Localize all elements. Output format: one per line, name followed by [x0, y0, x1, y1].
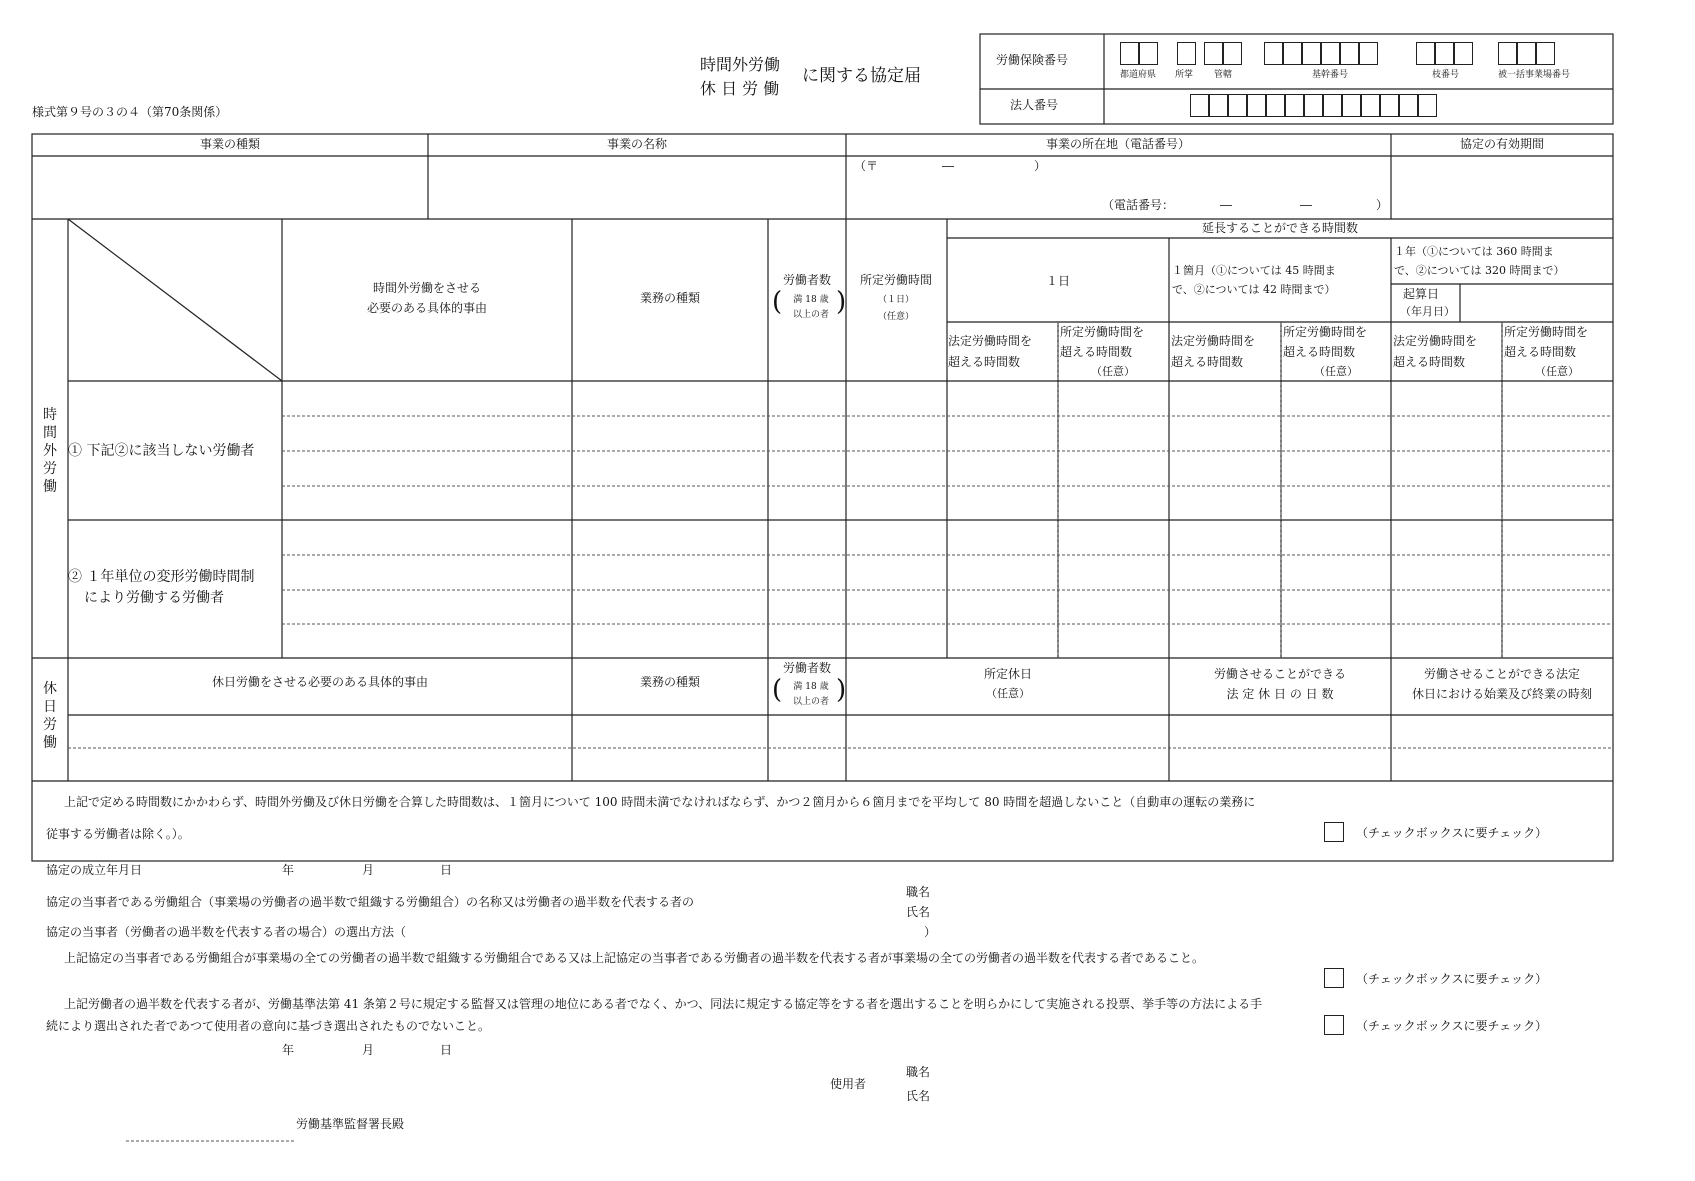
form-number: 様式第９号の３の４（第70条関係）: [32, 105, 228, 119]
legal-times-header-1: 労働させることができる法定: [1423, 667, 1581, 681]
one-day-header: １日: [1045, 274, 1071, 288]
agreement-date-year: 年: [282, 863, 295, 877]
paren-right: ): [836, 287, 847, 317]
paren-right-holiday: ): [836, 675, 847, 705]
month-sched-exceed-1: 所定労働時間を: [1283, 325, 1368, 339]
labor-office-name-field[interactable]: [126, 1118, 294, 1140]
representative-statement-2: 続により選出された者であつて使用者の意向に基づき選出されたものでないこと。: [46, 1019, 491, 1033]
selection-method-close: ）: [924, 925, 937, 939]
agreement-date-day: 日: [440, 863, 453, 877]
representative-statement-1: 上記労働者の過半数を代表する者が、労働基準法第 41 条第２号に規定する監督又は管理の地位にある者でなく、かつ、同法に規定する協定等をする者を選出することを明らかにして実施される投票、挙手等の方法による手: [64, 997, 1263, 1011]
corporate-number-label: 法人番号: [1010, 98, 1059, 112]
paren-left-holiday: (: [772, 675, 783, 705]
validity-period-field[interactable]: [1392, 157, 1612, 218]
title-holiday: 休 日 労 働: [700, 79, 780, 98]
legal-times-header-2: 休日における始業及び終業の時刻: [1411, 687, 1593, 701]
day-optional: （任意）: [1091, 365, 1135, 378]
row1-label: ① 下記②に該当しない労働者: [68, 443, 255, 459]
validity-period-header: 協定の有効期間: [1459, 137, 1545, 151]
postal-code-open: （〒: [854, 159, 879, 173]
employer-label: 使用者: [830, 1077, 867, 1091]
insurance-number-label: 労働保険番号: [996, 53, 1069, 67]
agreement-date-label: 協定の成立年月日: [46, 863, 143, 877]
union-name-label: 氏名: [906, 905, 931, 919]
overtime-reason-header-2: 必要のある具体的事由: [366, 301, 488, 315]
year-legal-exceed-1: 法定労働時間を: [1393, 334, 1478, 348]
phone-dash-2: ―: [1300, 198, 1312, 212]
start-date-field[interactable]: [1461, 285, 1612, 321]
title-suffix: に関する協定届: [802, 66, 921, 86]
limit-checkbox[interactable]: [1324, 822, 1344, 842]
overtime-work-type-header: 業務の種類: [639, 291, 701, 305]
postal-code-close: ）: [1034, 159, 1047, 173]
one-year-header-2: で、②については 320 時間まで）: [1394, 264, 1565, 277]
union-job-title-label: 職名: [906, 885, 931, 899]
segment-district: 管轄: [1214, 70, 1233, 80]
segment-base-number: 基幹番号: [1312, 70, 1349, 80]
segment-branch-number: 枝番号: [1432, 70, 1460, 80]
holiday-entry-area[interactable]: [69, 716, 1612, 780]
holiday-workers-header: 労働者数: [782, 661, 832, 675]
scheduled-hours-sub-2: （任意）: [877, 312, 915, 322]
day-sched-exceed-1: 所定労働時間を: [1060, 325, 1145, 339]
holiday-reason-header: 休日労働をさせる必要のある具体的事由: [211, 675, 429, 689]
month-optional: （任意）: [1314, 365, 1358, 378]
row2-label-2: により労働する労働者: [84, 590, 224, 606]
scheduled-holiday-header: 所定休日: [983, 667, 1033, 681]
business-name-field[interactable]: [429, 157, 845, 218]
holiday-workers-sub-2: 以上の者: [792, 697, 830, 707]
legal-days-header-2: 法 定 休 日 の 日 数: [1226, 687, 1334, 701]
limit-note-line1: 上記で定める時間数にかかわらず、時間外労働及び休日労働を合算した時間数は、１箇月について 100 時間未満でなければならず、かつ２箇月から６箇月までを平均して 80 時間を超過しないこと（自動車の運転の業務に: [64, 795, 1256, 809]
business-type-field[interactable]: [33, 157, 427, 218]
year-sched-exceed-1: 所定労働時間を: [1504, 325, 1589, 339]
one-month-header-1: １箇月（①については 45 時間ま: [1172, 264, 1336, 277]
overtime-workers-sub-2: 以上の者: [792, 310, 830, 320]
office-addressee: 労働基準監督署長殿: [296, 1117, 405, 1131]
agreement-date-month: 月: [362, 863, 375, 877]
signature-date-day: 日: [440, 1043, 453, 1057]
month-legal-exceed-1: 法定労働時間を: [1171, 334, 1256, 348]
employer-field[interactable]: [950, 1064, 1550, 1108]
row1-entry-area[interactable]: [283, 382, 1612, 519]
representative-statement-checkbox[interactable]: [1324, 1015, 1344, 1035]
union-checkbox-label: （チェックボックスに要チェック）: [1356, 972, 1548, 986]
legal-days-header-1: 労働させることができる: [1213, 667, 1347, 681]
business-name-header: 事業の名称: [606, 137, 668, 151]
phone-label: （電話番号：: [1102, 198, 1175, 212]
scheduled-holiday-sub: （任意）: [986, 687, 1030, 700]
employer-name-label: 氏名: [906, 1089, 931, 1103]
day-sched-exceed-2: 超える時間数: [1060, 345, 1133, 359]
one-year-header-1: １年（①については 360 時間ま: [1394, 245, 1554, 258]
day-legal-exceed-2: 超える時間数: [948, 355, 1021, 369]
year-legal-exceed-2: 超える時間数: [1393, 355, 1466, 369]
one-month-header-2: で、②については 42 時間まで）: [1172, 283, 1336, 296]
overtime-side-label: 時間外労働: [43, 407, 57, 495]
scheduled-hours-sub-1: （１日）: [877, 295, 915, 305]
holiday-work-type-header: 業務の種類: [639, 675, 701, 689]
segment-prefecture: 都道府県: [1120, 70, 1157, 80]
overtime-reason-header-1: 時間外労働をさせる: [372, 281, 482, 295]
phone-close: ）: [1376, 198, 1389, 212]
holiday-side-label: 休日労働: [43, 681, 57, 751]
selection-method-label: 協定の当事者（労働者の過半数を代表する者の場合）の選出方法（: [46, 925, 407, 939]
day-legal-exceed-1: 法定労働時間を: [948, 334, 1033, 348]
extendable-hours-header: 延長することができる時間数: [1201, 221, 1359, 235]
limit-checkbox-label: （チェックボックスに要チェック）: [1356, 826, 1548, 840]
row2-entry-area[interactable]: [283, 521, 1612, 657]
holiday-workers-sub-1: 満 18 歳: [793, 682, 829, 692]
year-optional: （任意）: [1535, 365, 1579, 378]
start-date-label: 起算日: [1403, 287, 1440, 301]
scheduled-hours-header: 所定労働時間: [859, 273, 933, 287]
selection-method-field[interactable]: [530, 922, 920, 944]
year-sched-exceed-2: 超える時間数: [1504, 345, 1577, 359]
overtime-workers-header: 労働者数: [782, 273, 832, 287]
title-overtime: 時間外労働: [700, 55, 781, 74]
signature-date-month: 月: [362, 1043, 375, 1057]
limit-note-line2: 従事する労働者は除く。）。: [46, 827, 190, 841]
month-sched-exceed-2: 超える時間数: [1283, 345, 1356, 359]
signature-date-year: 年: [282, 1043, 295, 1057]
paren-left: (: [772, 287, 783, 317]
union-statement: 上記協定の当事者である労働組合が事業場の全ての労働者の過半数で組織する労働組合である又は上記協定の当事者である労働者の過半数を代表する者が事業場の全ての労働者の過半数を代表する者であること。: [64, 951, 1205, 965]
phone-dash-1: ―: [1220, 198, 1232, 212]
business-type-header: 事業の種類: [199, 137, 261, 151]
union-representative-field[interactable]: [950, 884, 1550, 924]
overtime-workers-sub-1: 満 18 歳: [793, 295, 829, 305]
segment-site-number: 被一括事業場番号: [1498, 70, 1571, 80]
business-location-header: 事業の所在地（電話番号）: [1045, 137, 1191, 151]
union-statement-checkbox[interactable]: [1324, 968, 1344, 988]
postal-code-dash: ―: [942, 159, 954, 173]
start-date-sub: （年月日）: [1400, 305, 1455, 318]
month-legal-exceed-2: 超える時間数: [1171, 355, 1244, 369]
representative-checkbox-label: （チェックボックスに要チェック）: [1356, 1019, 1548, 1033]
union-representative-label: 協定の当事者である労働組合（事業場の労働者の過半数で組織する労働組合）の名称又は労働者の過半数を代表する者の: [46, 895, 695, 909]
segment-jurisdiction: 所掌: [1175, 70, 1194, 80]
employer-job-title-label: 職名: [906, 1065, 931, 1079]
row2-label-1: ② １年単位の変形労働時間制: [68, 569, 255, 585]
